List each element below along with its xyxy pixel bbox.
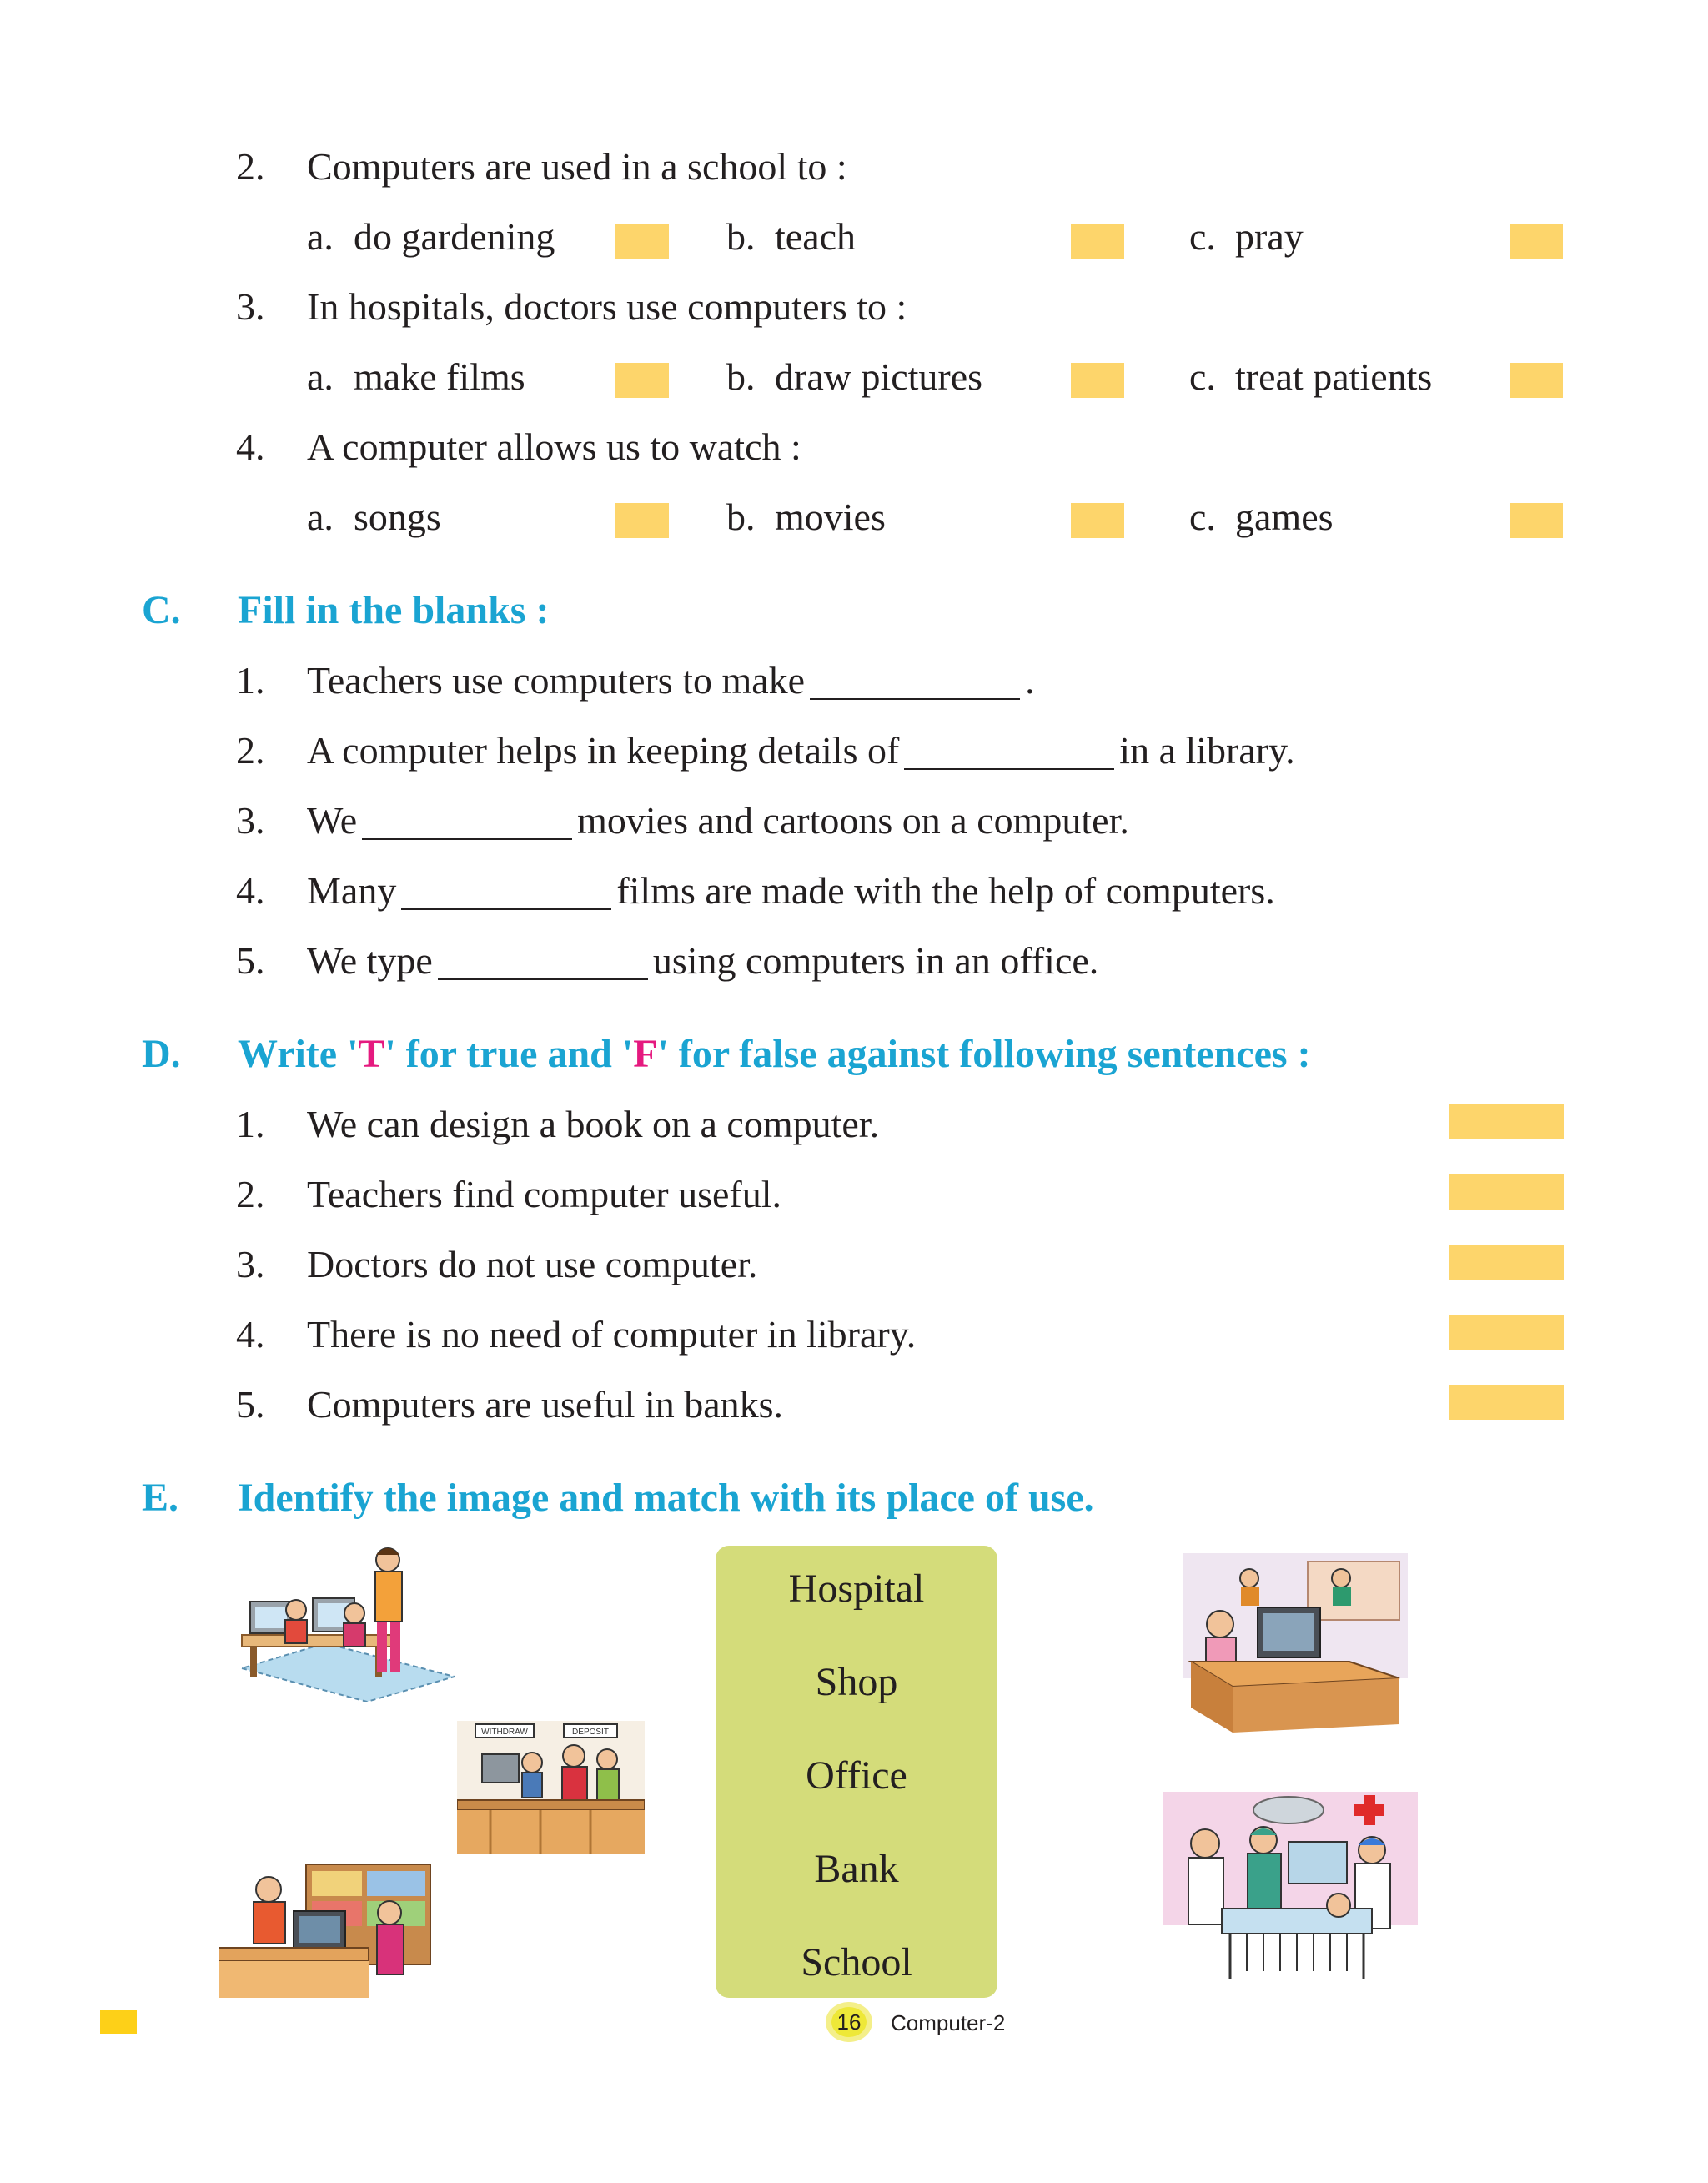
option-letter: c. — [1189, 215, 1216, 258]
option-text: games — [1235, 495, 1334, 538]
option-text: do gardening — [354, 215, 555, 258]
hospital-operation-image[interactable] — [1163, 1792, 1418, 1979]
tf-answer-box[interactable] — [1449, 1174, 1564, 1210]
place-label[interactable]: Office — [806, 1753, 907, 1798]
option-letter: c. — [1189, 355, 1216, 398]
sentence-before: A computer helps in keeping details of — [307, 729, 900, 772]
option-letter: c. — [1189, 495, 1216, 538]
book-title: Computer-2 — [891, 2010, 1006, 2035]
option-text: movies — [775, 495, 886, 538]
sentence-before: Teachers use computers to make — [307, 659, 806, 702]
place-label[interactable]: Hospital — [788, 1567, 925, 1611]
section-title — [238, 1034, 1311, 1074]
option-text: draw pictures — [775, 355, 983, 398]
answer-box[interactable] — [615, 503, 669, 538]
bank-counter-image[interactable] — [457, 1721, 645, 1854]
sentence-after: . — [1025, 659, 1035, 702]
question-number: 4. — [236, 425, 265, 468]
fill-sentence — [307, 939, 1099, 982]
sentence-after: in a library. — [1119, 729, 1295, 772]
blank-input[interactable] — [438, 945, 648, 980]
item-number: 5. — [236, 939, 265, 982]
section-title: Fill in the blanks : — [238, 588, 550, 632]
answer-box[interactable] — [1071, 224, 1124, 259]
section-letter: C. — [142, 588, 181, 632]
item-number: 3. — [236, 1243, 265, 1285]
item-number: 3. — [236, 799, 265, 842]
option-letter: a. — [307, 495, 334, 538]
item-number: 4. — [236, 869, 265, 912]
withdraw-sign: WITHDRAW — [481, 1728, 528, 1737]
statement-text: We can design a book on a computer. — [307, 1103, 880, 1145]
title-part: ' for true and ' — [384, 1032, 634, 1076]
tf-answer-box[interactable] — [1449, 1104, 1564, 1139]
school-classroom-image[interactable] — [234, 1543, 455, 1702]
statement-text: Doctors do not use computer. — [307, 1243, 758, 1285]
page-number: 16 — [836, 2009, 862, 2035]
section-title: Identify the image and match with its place of use. — [238, 1476, 1094, 1520]
fill-sentence — [307, 729, 1295, 772]
question-number: 2. — [236, 145, 265, 188]
section-letter: D. — [142, 1032, 181, 1076]
option-text: make films — [354, 355, 525, 398]
question-text: Computers are used in a school to : — [307, 145, 847, 188]
statement-text: Computers are useful in banks. — [307, 1383, 784, 1426]
statement-text: Teachers find computer useful. — [307, 1173, 782, 1215]
title-part: Write ' — [238, 1032, 359, 1076]
answer-box[interactable] — [1510, 363, 1563, 398]
question-text: In hospitals, doctors use computers to : — [307, 285, 907, 328]
option-letter: b. — [726, 355, 756, 398]
option-letter: b. — [726, 215, 756, 258]
sentence-after: movies and cartoons on a computer. — [577, 799, 1129, 842]
footer-marker — [100, 2010, 137, 2034]
option-text: songs — [354, 495, 441, 538]
answer-box[interactable] — [1071, 503, 1124, 538]
section-letter: E. — [142, 1476, 179, 1520]
tf-answer-box[interactable] — [1449, 1385, 1564, 1420]
page-number-badge — [824, 2000, 874, 2044]
option-letter: b. — [726, 495, 756, 538]
statement-text: There is no need of computer in library. — [307, 1313, 917, 1356]
sentence-before: We — [307, 799, 358, 842]
blank-input[interactable] — [362, 805, 572, 840]
sentence-after: films are made with the help of computers. — [616, 869, 1275, 912]
deposit-sign: DEPOSIT — [572, 1728, 609, 1737]
sentence-before: Many — [307, 869, 397, 912]
place-label[interactable]: School — [801, 1940, 912, 1984]
item-number: 4. — [236, 1313, 265, 1356]
blank-input[interactable] — [401, 875, 611, 910]
tf-answer-box[interactable] — [1449, 1315, 1564, 1350]
fill-sentence — [307, 869, 1275, 912]
office-reception-image[interactable] — [1183, 1553, 1408, 1733]
tf-answer-box[interactable] — [1449, 1245, 1564, 1280]
places-panel — [716, 1546, 997, 1998]
item-number: 2. — [236, 729, 265, 772]
fill-sentence — [307, 661, 1035, 700]
answer-box[interactable] — [1510, 503, 1563, 538]
item-number: 2. — [236, 1173, 265, 1215]
sentence-before: We type — [307, 939, 433, 982]
title-false-letter: F — [633, 1032, 658, 1076]
title-part: ' for false against following sentences : — [657, 1032, 1311, 1076]
answer-box[interactable] — [1510, 224, 1563, 259]
option-letter: a. — [307, 215, 334, 258]
option-text: treat patients — [1235, 355, 1433, 398]
answer-box[interactable] — [615, 363, 669, 398]
option-text: pray — [1235, 215, 1304, 258]
place-label[interactable]: Bank — [814, 1847, 899, 1891]
fill-sentence — [307, 799, 1129, 842]
option-text: teach — [775, 215, 857, 258]
answer-box[interactable] — [1071, 363, 1124, 398]
place-label[interactable]: Shop — [815, 1660, 898, 1704]
title-true-letter: T — [358, 1032, 385, 1076]
answer-box[interactable] — [615, 224, 669, 259]
blank-input[interactable] — [810, 665, 1020, 700]
item-number: 1. — [236, 1103, 265, 1145]
question-text: A computer allows us to watch : — [307, 425, 801, 468]
item-number: 5. — [236, 1383, 265, 1426]
question-number: 3. — [236, 285, 265, 328]
sentence-after: using computers in an office. — [652, 939, 1099, 982]
blank-input[interactable] — [904, 735, 1114, 770]
option-letter: a. — [307, 355, 334, 398]
shop-desk-image[interactable] — [219, 1864, 431, 1998]
item-number: 1. — [236, 659, 265, 702]
